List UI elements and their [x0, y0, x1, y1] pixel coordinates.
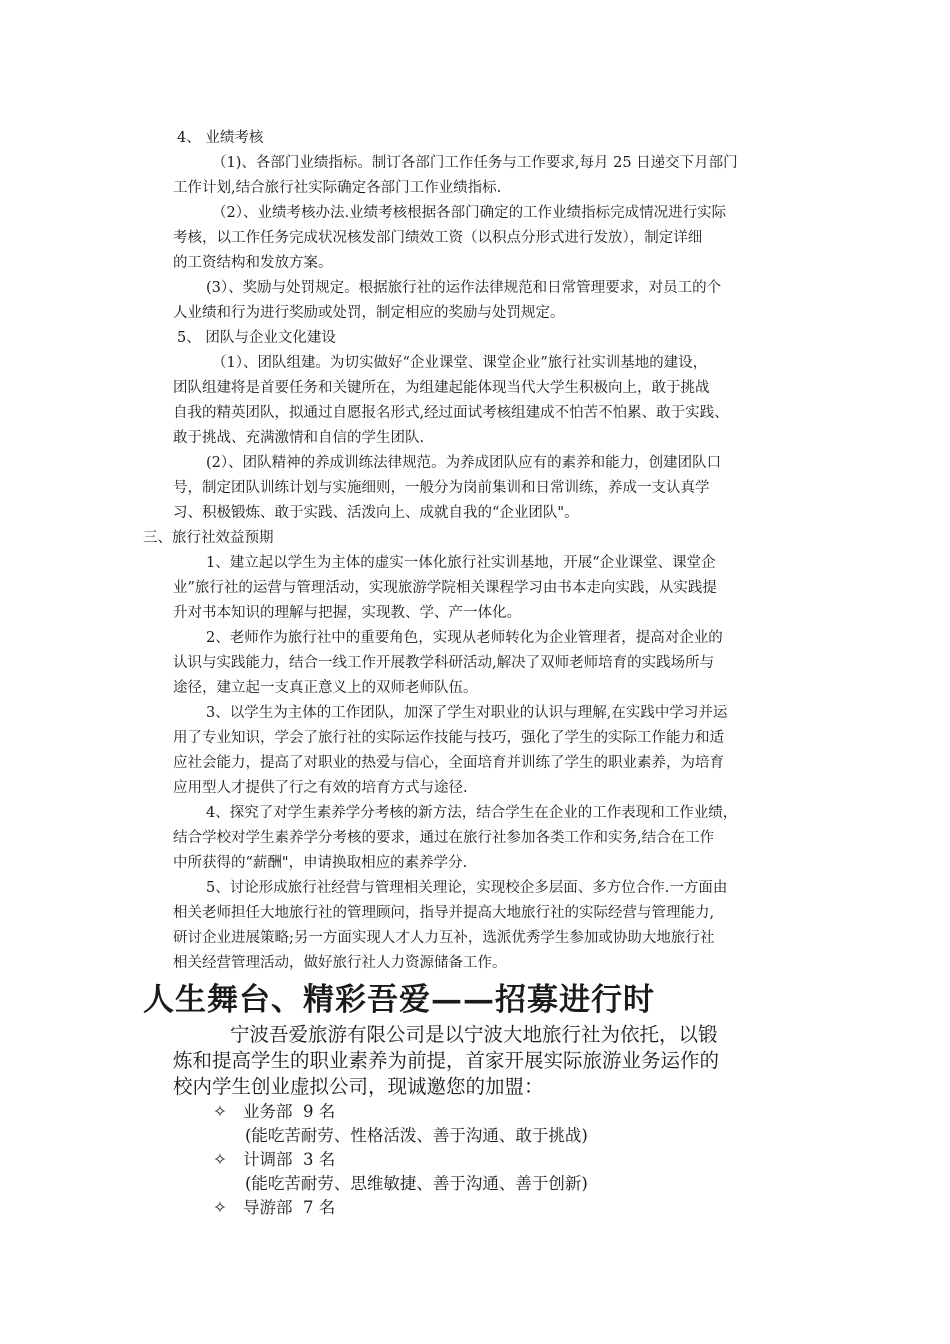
section-4-p2-line3: 的工资结构和发放方案。 [173, 255, 333, 271]
section-4-p3-line2: 人业绩和行为进行奖励或处罚，制定相应的奖励与处罚规定。 [173, 305, 565, 321]
section-4-p1-line2: 工作计划,结合旅行社实际确定各部门工作业绩指标. [173, 180, 502, 196]
dept-name: 导游部 [243, 1198, 293, 1217]
section-5-p1-line2: 团队组建将是首要任务和关键所在，为组建起能体现当代大学生积极向上，敢于挑战 [173, 380, 710, 396]
section-4-p3-line1: (3）、奖励与处罚规定。根据旅行社的运作法律规范和日常管理要求，对员工的个 [206, 280, 722, 296]
section-3-p5-line3: 研讨企业进展策略;另一方面实现人才人力互补，选派优秀学生参加或协助大地旅行社 [173, 930, 715, 946]
section-3-p3-line2: 用了专业知识，学会了旅行社的实际运作技能与技巧，强化了学生的实际工作能力和适 [173, 730, 724, 746]
dept-item [213, 1197, 335, 1219]
section-3-p3-line1: 3、以学生为主体的工作团队，加深了学生对职业的认识与理解,在实践中学习并运 [206, 705, 728, 721]
section-3-p2-line1: 2、老师作为旅行社中的重要角色，实现从老师转化为企业管理者，提高对企业的 [206, 630, 723, 646]
section-3-p5-line1: 5、讨论形成旅行社经营与管理相关理论，实现校企多层面、多方位合作.一方面由 [206, 880, 728, 896]
dept-count: 3 名 [303, 1150, 336, 1169]
section-5-p2-line1: (2）、团队精神的养成训练法律规范。为养成团队应有的素养和能力，创建团队口 [206, 455, 722, 471]
section-3-p3-line3: 应社会能力，提高了对职业的热爱与信心，全面培育并训练了学生的职业素养，为培育 [173, 755, 724, 771]
dept-requirement: (能吃苦耐劳、性格活泼、善于沟通、敢于挑战) [245, 1126, 588, 1145]
section-3-p4-line2: 结合学校对学生素养学分考核的要求，通过在旅行社参加各类工作和实务,结合在工作 [173, 830, 715, 846]
dept-name: 计调部 [243, 1150, 293, 1169]
section-3-p1-line3: 升对书本知识的理解与把握，实现教、学、产一体化。 [173, 605, 521, 621]
section-3-p4-line1: 4、探究了对学生素养学分考核的新方法，结合学生在企业的工作表现和工作业绩， [206, 805, 738, 821]
diamond-bullet-icon: ✧ [213, 1102, 227, 1121]
section-3-p3-line4: 应用型人才提供了行之有效的培育方式与途径. [173, 780, 468, 796]
dept-requirement: (能吃苦耐劳、思维敏捷、善于沟通、善于创新) [245, 1174, 588, 1193]
section-3-p2-line2: 认识与实践能力，结合一线工作开展教学科研活动,解决了双师老师培育的实践场所与 [173, 655, 715, 671]
recruit-intro-line1: 宁波吾爱旅游有限公司是以宁波大地旅行社为依托，以锻 [230, 1023, 718, 1046]
recruit-heading: 人生舞台、精彩吾爱——招募进行时 [143, 982, 655, 1018]
diamond-bullet-icon: ✧ [213, 1150, 227, 1169]
section-4-p2-line1: （2）、业绩考核办法.业绩考核根据各部门确定的工作业绩指标完成情况进行实际 [212, 205, 727, 221]
dept-count: 9 名 [303, 1102, 336, 1121]
section-3-p1-line2: 业”旅行社的运营与管理活动，实现旅游学院相关课程学习由书本走向实践，从实践提 [173, 580, 717, 596]
recruit-intro-line3: 校内学生创业虚拟公司，现诚邀您的加盟： [173, 1075, 544, 1098]
section-4-p2-line2: 考核，以工作任务完成状况核发部门绩效工资（以积点分形式进行发放），制定详细 [173, 230, 703, 246]
diamond-bullet-icon: ✧ [213, 1198, 227, 1217]
section-4-title: 4、 业绩考核 [177, 130, 264, 146]
section-4-p1-line1: （1)、各部门业绩指标。制订各部门工作任务与工作要求,每月 25 日递交下月部门 [212, 155, 738, 171]
section-5-p1-line3: 自我的精英团队，拟通过自愿报名形式,经过面试考核组建成不怕苦不怕累、敢于实践、 [173, 405, 729, 421]
section-5-p2-line3: 习、积极锻炼、敢于实践、活泼向上、成就自我的“企业团队"。 [173, 505, 579, 521]
section-3-p5-line2: 相关老师担任大地旅行社的管理顾问，指导并提高大地旅行社的实际经营与管理能力, [173, 905, 715, 921]
section-3-p1-line1: 1、建立起以学生为主体的虚实一体化旅行社实训基地，开展“企业课堂、课堂企 [206, 555, 716, 571]
section-3-title: 三、旅行社效益预期 [143, 530, 274, 546]
section-3-p5-line4: 相关经营管理活动，做好旅行社人力资源储备工作。 [173, 955, 507, 971]
section-5-p1-line4: 敢于挑战、充满激情和自信的学生团队. [173, 430, 425, 446]
dept-item [213, 1149, 335, 1171]
section-5-p1-line1: （1）、团队组建。为切实做好“企业课堂、课堂企业”旅行社实训基地的建设， [212, 355, 708, 371]
dept-name: 业务部 [243, 1102, 293, 1121]
dept-count: 7 名 [303, 1198, 336, 1217]
section-5-title: 5、 团队与企业文化建设 [177, 330, 336, 346]
section-3-p2-line3: 途径，建立起一支真正意义上的双师老师队伍。 [173, 680, 478, 696]
recruit-intro-line2: 炼和提高学生的职业素养为前提，首家开展实际旅游业务运作的 [173, 1049, 720, 1072]
section-3-p4-line3: 中所获得的“薪酬"，申请换取相应的素养学分. [173, 855, 468, 871]
section-5-p2-line2: 号，制定团队训练计划与实施细则，一般分为岗前集训和日常训练，养成一支认真学 [173, 480, 710, 496]
dept-item [213, 1101, 335, 1123]
